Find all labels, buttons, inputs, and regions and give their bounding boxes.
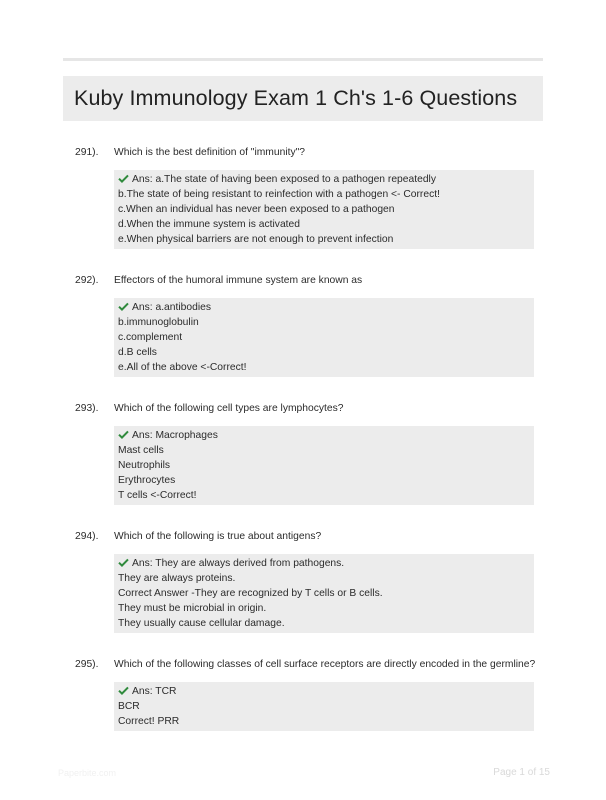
question-item xyxy=(75,401,545,505)
question-number: 295). xyxy=(75,659,99,670)
question-text: Which of the following classes of cell surface receptors are directly encoded in the germline? xyxy=(114,659,536,670)
title-bar xyxy=(63,76,543,121)
answer-line: b.immunoglobulin xyxy=(118,317,199,328)
answer-box xyxy=(114,682,534,731)
question-number: 294). xyxy=(75,531,99,542)
question-number: 293). xyxy=(75,403,99,414)
check-icon xyxy=(118,174,129,183)
answer-box xyxy=(114,298,534,377)
answer-box xyxy=(114,170,534,249)
answer-line: Ans: They are always derived from pathogens. xyxy=(118,556,530,571)
page-title: Kuby Immunology Exam 1 Ch's 1-6 Questions xyxy=(74,86,518,110)
answer-line: They are always proteins. xyxy=(118,573,236,584)
page-indicator: Page 1 of 15 xyxy=(493,767,550,778)
top-rule xyxy=(63,58,543,61)
question-text: Which of the following is true about antigens? xyxy=(114,531,322,542)
question-item xyxy=(75,529,545,633)
answer-line: c.When an individual has never been exposed to a pathogen xyxy=(118,204,395,215)
answer-line: They must be microbial in origin. xyxy=(118,603,267,614)
answer-line: Erythrocytes xyxy=(118,475,176,486)
question-item xyxy=(75,273,545,377)
check-icon xyxy=(118,686,129,695)
question-number: 292). xyxy=(75,275,99,286)
answer-line: c.complement xyxy=(118,332,183,343)
check-icon xyxy=(118,558,129,567)
question-text: Effectors of the humoral immune system are known as xyxy=(114,275,363,286)
answer-line: Correct! PRR xyxy=(118,716,180,727)
question-number: 291). xyxy=(75,147,99,158)
answer-box xyxy=(114,426,534,505)
answer-line: e.All of the above <-Correct! xyxy=(118,362,247,373)
answer-line: Correct Answer -They are recognized by T cells or B cells. xyxy=(118,588,383,599)
answer-line: Ans: a.The state of having been exposed to a pathogen repeatedly xyxy=(118,172,530,187)
answer-line: e.When physical barriers are not enough to prevent infection xyxy=(118,234,394,245)
question-text: Which is the best definition of "immunity"? xyxy=(114,147,306,158)
check-icon xyxy=(118,430,129,439)
answer-line: BCR xyxy=(118,701,140,712)
answer-line: d.B cells xyxy=(118,347,157,358)
answer-line: Ans: TCR xyxy=(118,684,530,699)
answer-line: T cells <-Correct! xyxy=(118,490,197,501)
answer-line: Ans: a.antibodies xyxy=(118,300,530,315)
answer-line: d.When the immune system is activated xyxy=(118,219,300,230)
answer-line: Mast cells xyxy=(118,445,164,456)
answer-line: They usually cause cellular damage. xyxy=(118,618,285,629)
answer-line: Ans: Macrophages xyxy=(118,428,530,443)
question-text: Which of the following cell types are lymphocytes? xyxy=(114,403,344,414)
answer-box xyxy=(114,554,534,633)
question-item xyxy=(75,657,545,731)
answer-line: b.The state of being resistant to reinfection with a pathogen <- Correct! xyxy=(118,189,440,200)
footer-watermark: Paperbite.com xyxy=(58,768,117,778)
question-item xyxy=(75,145,545,249)
answer-line: Neutrophils xyxy=(118,460,171,471)
check-icon xyxy=(118,302,129,311)
